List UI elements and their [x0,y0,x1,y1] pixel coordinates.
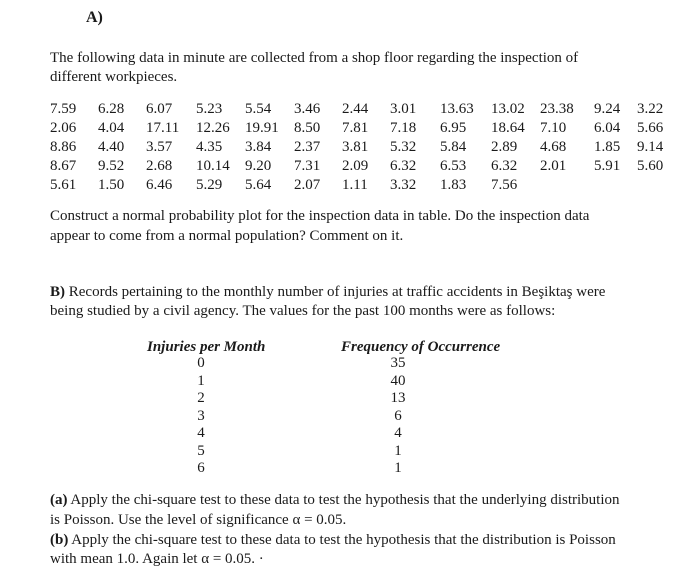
data-cell: 5.60 [637,158,664,174]
injuries-column-header: Injuries per Month [147,339,266,355]
data-cell: 9.24 [594,101,621,117]
data-cell: 4.35 [196,139,223,155]
part-a-line1 [50,490,619,510]
frequency-column-header: Frequency of Occurrence [341,339,501,355]
data-cell: 2.68 [146,158,173,174]
frequency-value: 40 [390,372,406,389]
data-cell: 6.32 [491,158,518,174]
data-cell: 5.61 [50,177,77,193]
data-cell: 7.18 [390,120,417,136]
part-b-label: (b) [50,532,69,548]
data-cell: 2.09 [342,158,369,174]
frequency-value: 35 [390,355,406,371]
data-cell: 3.32 [390,177,417,193]
frequency-value: 13 [390,390,406,406]
data-cell: 8.67 [50,158,77,174]
data-cell: 9.14 [637,139,664,155]
data-row [50,139,670,158]
data-cell: 5.32 [390,139,417,155]
part-a-line1-text: Apply the chi-square test to these data to test the hypothesis that the underlying distribution [67,492,620,508]
data-cell: 1.11 [342,177,368,193]
data-cell: 13.63 [440,101,474,117]
data-cell: 6.04 [594,120,621,136]
section-b-intro-line1-text: Records pertaining to the monthly number of injuries at traffic accidents in Beşiktaş were [65,284,606,300]
data-row [50,177,670,196]
data-cell: 4.68 [540,139,567,155]
data-cell: 6.53 [440,158,467,174]
section-a-intro-line1: The following data in minute are collected from a shop floor regarding the inspection of [50,50,579,66]
inspection-data-table [50,101,670,196]
section-b-intro-line2: being studied by a civil agency. The values for the past 100 months were as follows: [50,303,556,319]
data-cell: 2.07 [294,177,321,193]
data-row [50,158,670,177]
data-cell: 3.01 [390,101,417,117]
data-cell: 3.22 [637,101,664,117]
section-b-intro-line1 [50,282,605,302]
data-cell: 7.10 [540,120,567,136]
data-cell: 7.81 [342,120,369,136]
data-cell: 5.66 [637,120,664,136]
data-cell: 2.89 [491,139,518,155]
data-cell: 5.64 [245,177,272,193]
data-cell: 4.04 [98,120,125,136]
part-b-line1 [50,530,616,550]
part-b-line1-text: Apply the chi-square test to these data to test the hypothesis that the distribution is Poisson [68,532,616,548]
frequency-column [385,355,411,478]
frequency-value: 6 [394,407,402,424]
data-cell: 4.40 [98,139,125,155]
data-cell: 18.64 [491,120,525,136]
data-cell: 2.44 [342,101,369,117]
injuries-value: 2 [197,390,205,406]
data-cell: 1.83 [440,177,467,193]
section-a-intro-line2: different workpieces. [50,69,178,85]
data-cell: 1.50 [98,177,125,193]
data-cell: 7.56 [491,177,518,193]
section-a-question-line1: Construct a normal probability plot for the inspection data in table. Do the inspection data [50,208,590,224]
section-b-label: B) [50,284,65,300]
data-cell: 2.06 [50,120,77,136]
data-cell: 5.54 [245,101,272,117]
data-cell: 23.38 [540,101,574,117]
data-cell: 13.02 [491,101,525,117]
injuries-value: 4 [197,425,205,441]
data-cell: 7.31 [294,158,321,174]
data-cell: 3.57 [146,139,173,155]
injuries-column [191,355,211,478]
data-cell: 8.50 [294,120,321,136]
data-cell: 7.59 [50,101,77,117]
data-cell: 9.20 [245,158,272,174]
injuries-value: 5 [197,442,205,459]
data-cell: 5.23 [196,101,223,117]
data-cell: 6.95 [440,120,467,136]
section-a-question-line2: appear to come from a normal population? Comment on it. [50,228,404,244]
data-cell: 6.07 [146,101,173,117]
data-cell: 12.26 [196,120,230,136]
data-cell: 6.46 [146,177,173,193]
injuries-value: 3 [197,407,205,424]
data-cell: 2.37 [294,139,321,155]
data-cell: 1.85 [594,139,621,155]
data-row [50,101,670,120]
data-row [50,120,670,139]
section-a-label: A) [86,9,103,26]
injuries-value: 0 [197,355,205,371]
data-cell: 8.86 [50,139,77,155]
part-a-line2: is Poisson. Use the level of significance α = 0.05. [50,512,347,528]
frequency-value: 4 [394,425,402,441]
frequency-value: 1 [394,442,402,459]
part-a-label: (a) [50,492,68,508]
data-cell: 10.14 [196,158,230,174]
data-cell: 3.84 [245,139,272,155]
data-cell: 3.46 [294,101,321,117]
data-cell: 5.29 [196,177,223,193]
frequency-value: 1 [394,460,402,476]
data-cell: 6.32 [390,158,417,174]
data-cell: 9.52 [98,158,125,174]
data-cell: 5.91 [594,158,621,174]
data-cell: 3.81 [342,139,369,155]
data-cell: 17.11 [146,120,180,136]
data-cell: 19.91 [245,120,279,136]
data-cell: 2.01 [540,158,567,174]
data-cell: 6.28 [98,101,125,117]
part-b-line2: with mean 1.0. Again let α = 0.05. · [50,551,264,567]
injuries-value: 1 [197,372,205,389]
data-cell: 5.84 [440,139,467,155]
injuries-value: 6 [197,460,205,476]
